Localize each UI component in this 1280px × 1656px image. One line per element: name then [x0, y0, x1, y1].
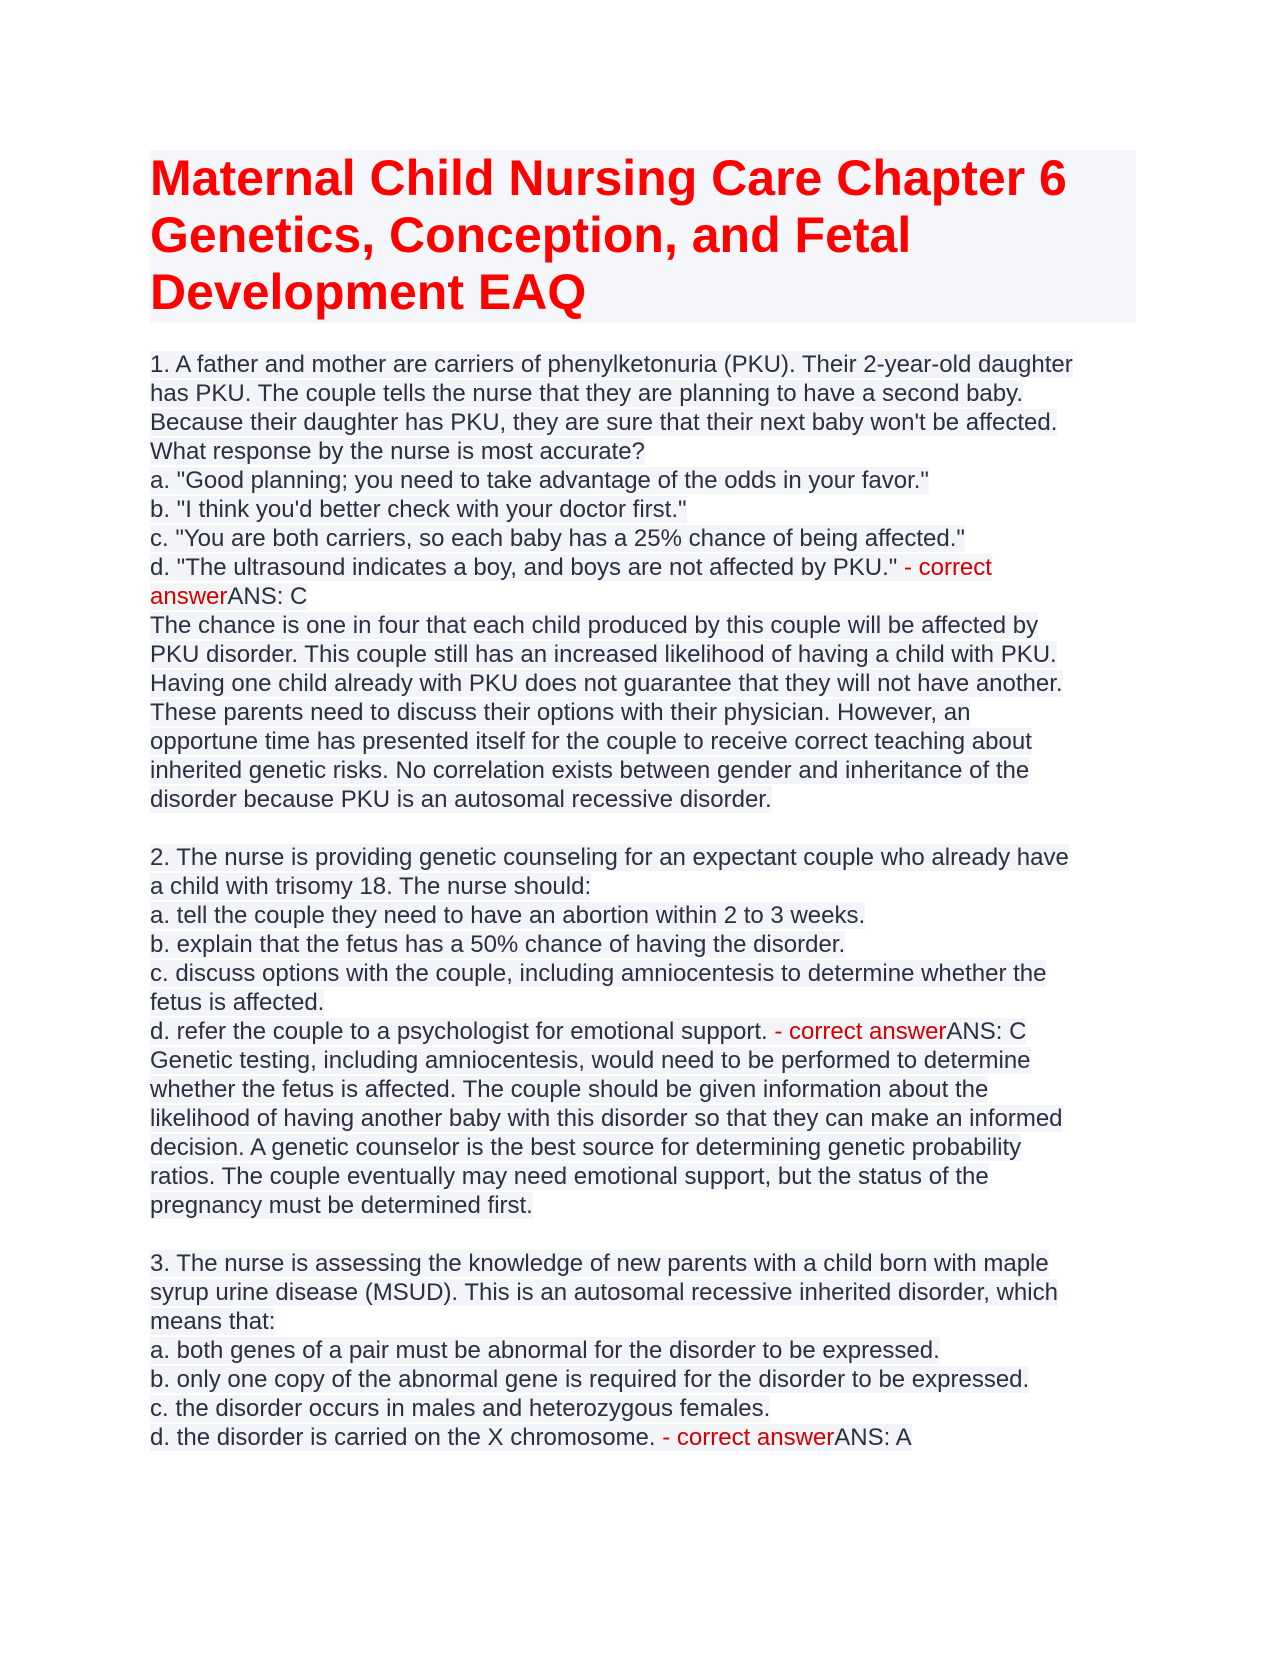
answer-key: ANS: C	[227, 583, 308, 610]
rationale-line: PKU disorder. This couple still has an increased likelihood of having a child with PKU.	[150, 641, 1057, 668]
rationale-line: Genetic testing, including amniocentesis, would need to be performed to determine	[150, 1047, 1031, 1074]
question-stem-line: 3. The nurse is assessing the knowledge of new parents with a child born with maple	[150, 1250, 1049, 1277]
question-1	[150, 350, 1130, 814]
paragraph-gap	[150, 1220, 1130, 1249]
correct-answer-marker: - correct answer	[774, 1018, 947, 1045]
question-stem-line: 1. A father and mother are carriers of phenylketonuria (PKU). Their 2-year-old daughter	[150, 351, 1073, 378]
rationale-line: Having one child already with PKU does not guarantee that they will not have another.	[150, 670, 1063, 697]
answer-option: a. "Good planning; you need to take advantage of the odds in your favor."	[150, 467, 929, 494]
title-line: Genetics, Conception, and Fetal	[150, 207, 912, 263]
answer-option: fetus is affected.	[150, 989, 325, 1016]
answer-option: c. the disorder occurs in males and heterozygous females.	[150, 1395, 771, 1422]
answer-option: b. only one copy of the abnormal gene is required for the disorder to be expressed.	[150, 1366, 1030, 1393]
question-stem-line: has PKU. The couple tells the nurse that they are planning to have a second baby.	[150, 380, 1024, 407]
title-line: Maternal Child Nursing Care Chapter 6	[150, 150, 1067, 206]
question-stem-line: syrup urine disease (MSUD). This is an autosomal recessive inherited disorder, which	[150, 1279, 1058, 1306]
rationale-line: likelihood of having another baby with this disorder so that they can make an informed	[150, 1105, 1063, 1132]
rationale-line: These parents need to discuss their options with their physician. However, an	[150, 699, 971, 726]
rationale-line: inherited genetic risks. No correlation exists between gender and inheritance of the	[150, 757, 1030, 784]
answer-option: b. "I think you'd better check with your doctor first."	[150, 496, 687, 523]
answer-key: ANS: A	[834, 1424, 912, 1451]
answer-line	[150, 582, 1130, 611]
correct-answer-marker: answer	[150, 583, 228, 610]
question-stem-line: 2. The nurse is providing genetic counseling for an expectant couple who already have	[150, 844, 1069, 871]
question-2	[150, 843, 1130, 1220]
page-title	[150, 150, 1136, 321]
title-block	[150, 150, 1136, 323]
answer-key: ANS: C	[946, 1018, 1027, 1045]
correct-answer-marker: - correct answer	[662, 1424, 835, 1451]
correct-answer-marker: - correct	[903, 554, 992, 581]
question-3	[150, 1249, 1130, 1452]
rationale-line: pregnancy must be determined first.	[150, 1192, 533, 1219]
question-stem-line: a child with trisomy 18. The nurse should:	[150, 873, 592, 900]
question-stem-line: means that:	[150, 1308, 276, 1335]
paragraph-gap	[150, 814, 1130, 843]
answer-option: d. refer the couple to a psychologist for emotional support. - correct answerANS: C	[150, 1018, 1027, 1045]
rationale-line: opportune time has presented itself for the couple to receive correct teaching about	[150, 728, 1032, 755]
answer-option: c. "You are both carriers, so each baby has a 25% chance of being affected."	[150, 525, 965, 552]
question-stem-line: Because their daughter has PKU, they are sure that their next baby won't be affected.	[150, 409, 1058, 436]
answer-option: a. both genes of a pair must be abnormal for the disorder to be expressed.	[150, 1337, 940, 1364]
answer-option: c. discuss options with the couple, including amniocentesis to determine whether the	[150, 960, 1047, 987]
rationale-line: decision. A genetic counselor is the best source for determining genetic probability	[150, 1134, 1022, 1161]
rationale-line: whether the fetus is affected. The couple should be given information about the	[150, 1076, 989, 1103]
rationale-line: ratios. The couple eventually may need emotional support, but the status of the	[150, 1163, 989, 1190]
rationale-line: The chance is one in four that each child produced by this couple will be affected by	[150, 612, 1039, 639]
document-body	[150, 350, 1130, 1452]
rationale-line: disorder because PKU is an autosomal recessive disorder.	[150, 786, 772, 813]
title-line: Development EAQ	[150, 264, 587, 320]
question-stem-line: What response by the nurse is most accurate?	[150, 438, 645, 465]
answer-option: b. explain that the fetus has a 50% chance of having the disorder.	[150, 931, 846, 958]
answer-option: a. tell the couple they need to have an abortion within 2 to 3 weeks.	[150, 902, 866, 929]
answer-option: d. "The ultrasound indicates a boy, and boys are not affected by PKU." - correct	[150, 554, 992, 581]
answer-option: d. the disorder is carried on the X chromosome. - correct answerANS: A	[150, 1424, 912, 1451]
